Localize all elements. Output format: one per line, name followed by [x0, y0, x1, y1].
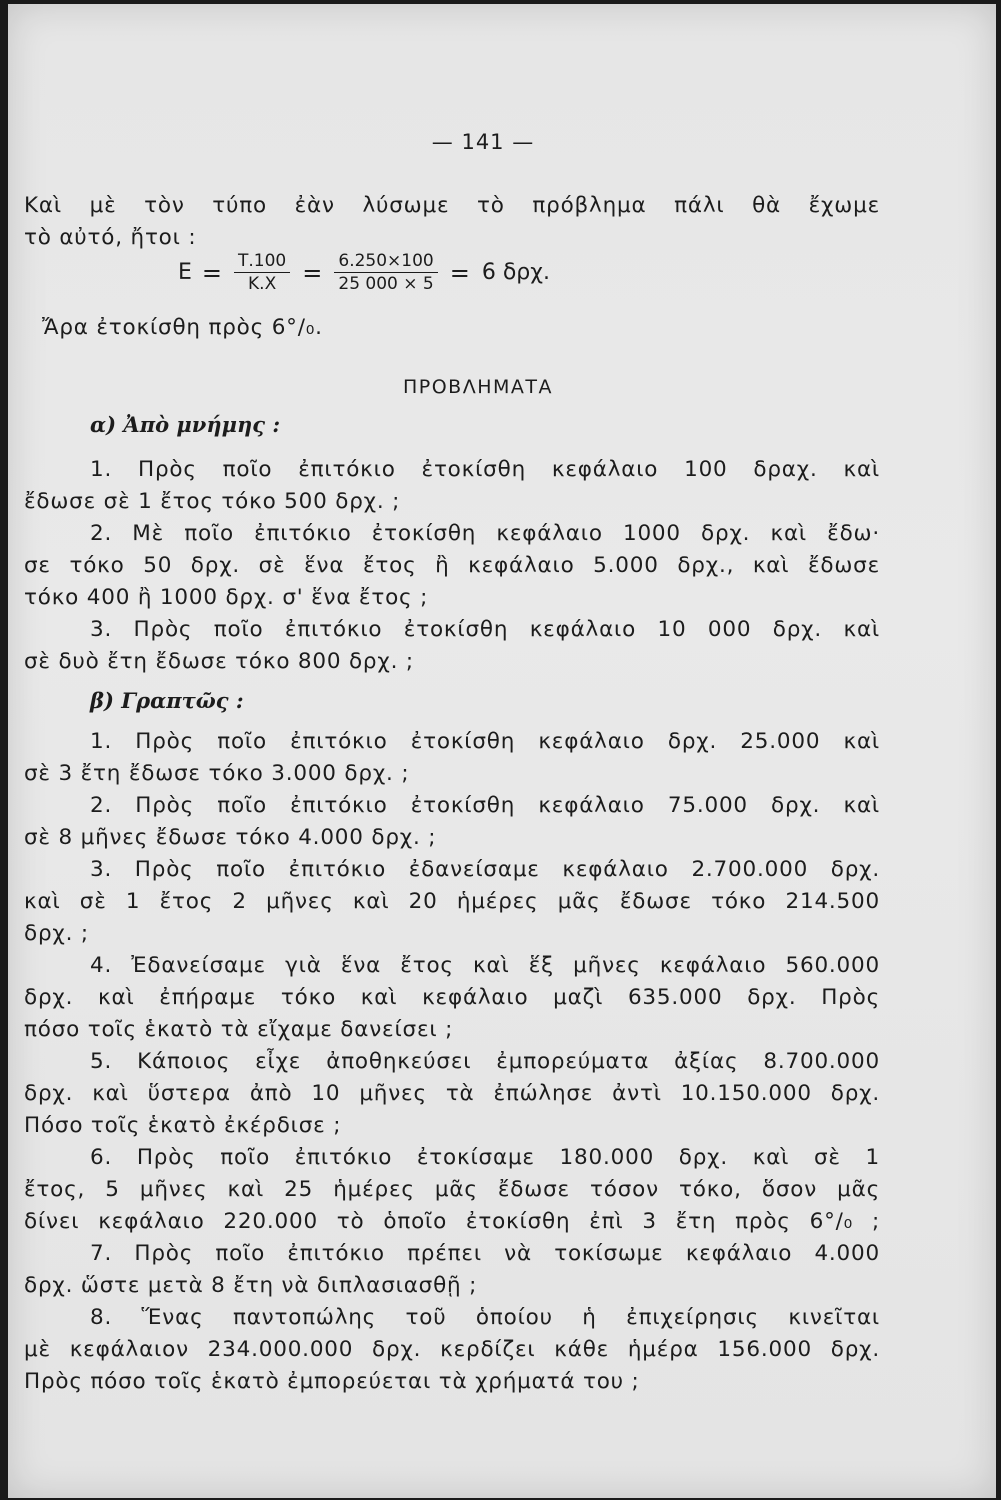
- problem-b4-line-2: δρχ. καὶ ἐπήραμε τόκο καὶ κεφάλαιο μαζὶ 635.000 δρχ. Πρὸς: [24, 985, 880, 1010]
- problem-b2-line-1: 2. Πρὸς ποῖο ἐπιτόκιο ἐτοκίσθη κεφάλαιο 75.000 δρχ. καὶ: [90, 793, 880, 818]
- problem-b8-line-2: μὲ κεφάλαιον 234.000.000 δρχ. κερδίζει κάθε ἡμέρα 156.000 δρχ.: [24, 1337, 880, 1362]
- fraction-2-denominator: 25 000 × 5: [338, 274, 434, 294]
- problem-a1-line-1: 1. Πρὸς ποῖο ἐπιτόκιο ἐτοκίσθη κεφάλαιο 100 δραχ. καὶ: [90, 457, 880, 482]
- intro-line-1: Καὶ μὲ τὸν τύπο ἐὰν λύσωμε τὸ πρόβλημα πάλι θὰ ἔχωμε: [24, 193, 880, 218]
- problem-b4-line-1: 4. Ἐδανείσαμε γιὰ ἕνα ἔτος καὶ ἕξ μῆνες κεφάλαιο 560.000: [90, 953, 880, 978]
- problem-b7-line-1: 7. Πρὸς ποῖο ἐπιτόκιο πρέπει νὰ τοκίσωμε κεφάλαιο 4.000: [90, 1241, 880, 1266]
- book-page: [8, 4, 996, 1498]
- problem-a2-line-3: τόκο 400 ἢ 1000 δρχ. σ' ἕνα ἔτος ;: [24, 585, 429, 610]
- fraction-1-numerator: Τ.100: [234, 250, 290, 273]
- page-number: — 141 —: [431, 130, 535, 154]
- problem-b5-line-2: δρχ. καὶ ὕστερα ἀπὸ 10 μῆνες τὰ ἐπώλησε ἀντὶ 10.150.000 δρχ.: [24, 1081, 880, 1106]
- intro-line-2: τὸ αὐτό, ἤτοι :: [24, 225, 197, 250]
- formula-equals-3: =: [449, 258, 470, 287]
- interest-rate-formula: [178, 250, 550, 295]
- problem-b5-line-3: Πόσο τοῖς ἑκατὸ ἐκέρδισε ;: [24, 1113, 342, 1138]
- formula-lhs: Ε: [178, 260, 192, 285]
- problem-b6-line-3: δίνει κεφάλαιο 220.000 τὸ ὁποῖο ἐτοκίσθη ἐπὶ 3 ἔτη πρὸς 6°/₀ ;: [24, 1209, 880, 1234]
- problem-b6-line-2: ἔτος, 5 μῆνες καὶ 25 ἡμέρες μᾶς ἔδωσε τόσον τόκο, ὅσον μᾶς: [24, 1177, 880, 1202]
- problem-b6-line-1: 6. Πρὸς ποῖο ἐπιτόκιο ἐτοκίσαμε 180.000 δρχ. καὶ σὲ 1: [90, 1145, 880, 1170]
- problems-heading: ΠΡΟΒΛΗΜΑΤΑ: [402, 376, 553, 398]
- formula-equals-1: =: [201, 258, 223, 287]
- problem-a3-line-1: 3. Πρὸς ποῖο ἐπιτόκιο ἐτοκίσθη κεφάλαιο 10 000 δρχ. καὶ: [90, 617, 880, 642]
- formula-fraction-1: [234, 250, 290, 295]
- section-b-title: β) Γραπτῶς :: [90, 688, 244, 713]
- problem-b3-line-2: καὶ σὲ 1 ἔτος 2 μῆνες καὶ 20 ἡμέρες μᾶς ἔδωσε τόκο 214.500: [24, 889, 880, 914]
- formula-equals-2: =: [302, 258, 323, 287]
- problem-b8-line-1: 8. Ἕνας παντοπώλης τοῦ ὁποίου ἡ ἐπιχείρησις κινεῖται: [90, 1305, 880, 1330]
- problem-a2-line-1: 2. Μὲ ποῖο ἐπιτόκιο ἐτοκίσθη κεφάλαιο 1000 δρχ. καὶ ἔδω·: [90, 521, 880, 546]
- problem-b1-line-1: 1. Πρὸς ποῖο ἐπιτόκιο ἐτοκίσθη κεφάλαιο δρχ. 25.000 καὶ: [90, 729, 880, 754]
- problem-a2-line-2: σε τόκο 50 δρχ. σὲ ἕνα ἔτος ἢ κεφάλαιο 5.000 δρχ., καὶ ἔδωσε: [24, 553, 880, 578]
- problem-b3-line-1: 3. Πρὸς ποῖο ἐπιτόκιο ἐδανείσαμε κεφάλαιο 2.700.000 δρχ.: [90, 857, 880, 882]
- conclusion-line: Ἄρα ἐτοκίσθη πρὸς 6°/₀.: [42, 315, 323, 340]
- problem-b8-line-3: Πρὸς πόσο τοῖς ἑκατὸ ἐμπορεύεται τὰ χρήματά του ;: [24, 1369, 640, 1394]
- formula-result: 6 δρχ.: [481, 260, 550, 285]
- problem-a3-line-2: σὲ δυὸ ἔτη ἔδωσε τόκο 800 δρχ. ;: [24, 649, 414, 674]
- formula-fraction-2: [334, 250, 437, 295]
- problem-b2-line-2: σὲ 8 μῆνες ἔδωσε τόκο 4.000 δρχ. ;: [24, 825, 437, 850]
- problem-b5-line-1: 5. Κάποιος εἶχε ἀποθηκεύσει ἐμπορεύματα ἀξίας 8.700.000: [90, 1049, 880, 1074]
- problem-a1-line-2: ἔδωσε σὲ 1 ἔτος τόκο 500 δρχ. ;: [24, 489, 401, 514]
- fraction-2-numerator: 6.250×100: [334, 250, 437, 273]
- fraction-1-denominator: Κ.Χ: [248, 274, 277, 294]
- problem-b4-line-3: πόσο τοῖς ἑκατὸ τὰ εἴχαμε δανείσει ;: [24, 1017, 454, 1042]
- section-a-title: α) Ἀπὸ μνήμης :: [90, 412, 281, 437]
- problem-b3-line-3: δρχ. ;: [24, 921, 89, 946]
- problem-b1-line-2: σὲ 3 ἔτη ἔδωσε τόκο 3.000 δρχ. ;: [24, 761, 410, 786]
- problem-b7-line-2: δρχ. ὥστε μετὰ 8 ἔτη νὰ διπλασιασθῇ ;: [24, 1273, 478, 1298]
